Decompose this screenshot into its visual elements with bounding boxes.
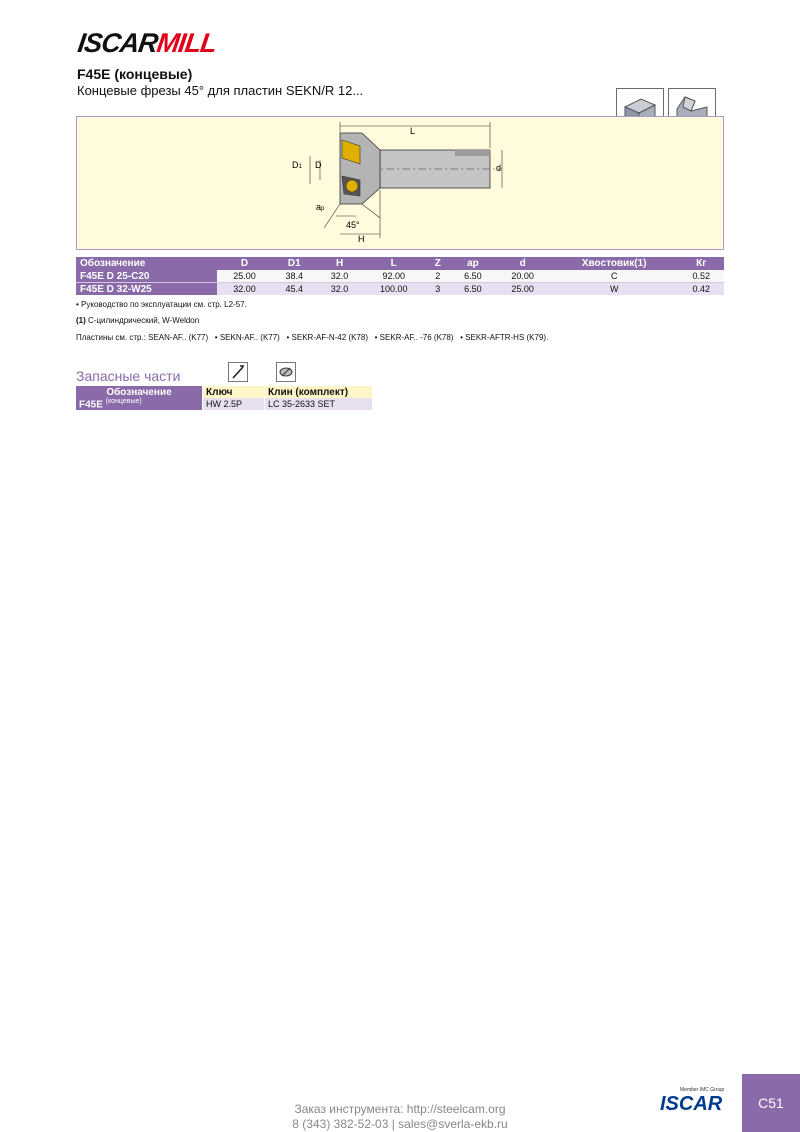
table-cell: 2 [425, 270, 450, 283]
table-cell: 25.00 [496, 283, 550, 296]
footnote [76, 316, 199, 325]
footer-contact: 8 (343) 382-52-03 | sales@sverla-ekb.ru [292, 1117, 508, 1131]
table-row [76, 398, 372, 410]
table-cell: 32.0 [317, 270, 362, 283]
footer-order: Заказ инструмента: http://steelcam.org [294, 1102, 506, 1116]
table-cell: 45.4 [272, 283, 317, 296]
page-number: C51 [742, 1074, 800, 1132]
table-cell: 6.50 [450, 270, 495, 283]
guide-note: • Руководство по эксплуатации см. стр. L2-57. [76, 300, 247, 309]
col-header: Клин (комплект) [265, 386, 373, 398]
col-header: Кг [679, 257, 724, 270]
col-header: D [217, 257, 271, 270]
col-header: Обозначение [76, 386, 203, 398]
inserts-note: Пластины см. стр.: SEAN-AF.. (K77) • SEKN-AF.. (K77) • SEKR-AF-N-42 (K78) • SEKR-AF.. -76 (K78) • SEKR-AFTR-HS (K79). [76, 333, 549, 342]
iscar-member-logo [660, 1081, 738, 1131]
footnote-text: C-цилиндрический, W-Weldon [85, 316, 200, 325]
logo-iscar: ISCAR [75, 28, 160, 58]
dim-d-label: d [496, 163, 502, 173]
table-cell: LC 35-2633 SET [265, 398, 373, 410]
member-text: Member IMC Group [680, 1087, 725, 1093]
spare-code-sup: (концевые) [105, 398, 142, 405]
page-title: F45E (концевые) [77, 66, 193, 82]
wedge-clamp-icon [276, 362, 296, 382]
spare-code: F45E [79, 399, 103, 411]
col-header: L [362, 257, 425, 270]
table-cell: 32.00 [217, 283, 271, 296]
logo-mill: MILL [154, 28, 219, 58]
col-header: Обозначение [76, 257, 217, 270]
spec-table [76, 257, 724, 295]
dim-ap-label: ap [316, 202, 325, 212]
table-cell: 6.50 [450, 283, 495, 296]
table-cell: 0.52 [679, 270, 724, 283]
col-header: ap [450, 257, 495, 270]
col-header: Хвостовик(1) [550, 257, 679, 270]
table-cell [76, 398, 203, 410]
dim-L-label: L [410, 126, 416, 136]
end-mill-drawing [280, 118, 520, 246]
page-subtitle: Концевые фрезы 45° для пластин SEKN/R 12... [77, 83, 364, 98]
col-header: D1 [272, 257, 317, 270]
table-cell: 100.00 [362, 283, 425, 296]
col-header: H [317, 257, 362, 270]
spare-parts-title: Запасные части [76, 368, 181, 384]
dim-D-label: D [315, 160, 322, 170]
table-cell: C [550, 270, 679, 283]
footnote-mark: (1) [76, 316, 86, 325]
dim-H-label: H [358, 234, 365, 244]
iscar-brand: ISCAR [660, 1093, 723, 1115]
table-cell: 38.4 [272, 270, 317, 283]
table-cell: 0.42 [679, 283, 724, 296]
dim-D1-label: D1 [292, 160, 302, 170]
col-header: Ключ [203, 386, 265, 398]
spare-parts-table [76, 386, 372, 410]
table-cell: F45E D 25-C20 [76, 270, 217, 283]
table-cell: 20.00 [496, 270, 550, 283]
hex-key-icon [228, 362, 248, 382]
col-header: Z [425, 257, 450, 270]
table-cell: F45E D 32-W25 [76, 283, 217, 296]
table-row [76, 270, 724, 283]
table-cell: 92.00 [362, 270, 425, 283]
table-cell: 32.0 [317, 283, 362, 296]
table-cell: 25.00 [217, 270, 271, 283]
table-cell: HW 2.5P [203, 398, 265, 410]
col-header: d [496, 257, 550, 270]
table-cell: W [550, 283, 679, 296]
dim-angle-label: 45° [346, 220, 360, 230]
iscar-mill-logo [76, 28, 218, 59]
table-row [76, 283, 724, 296]
table-cell: 3 [425, 283, 450, 296]
